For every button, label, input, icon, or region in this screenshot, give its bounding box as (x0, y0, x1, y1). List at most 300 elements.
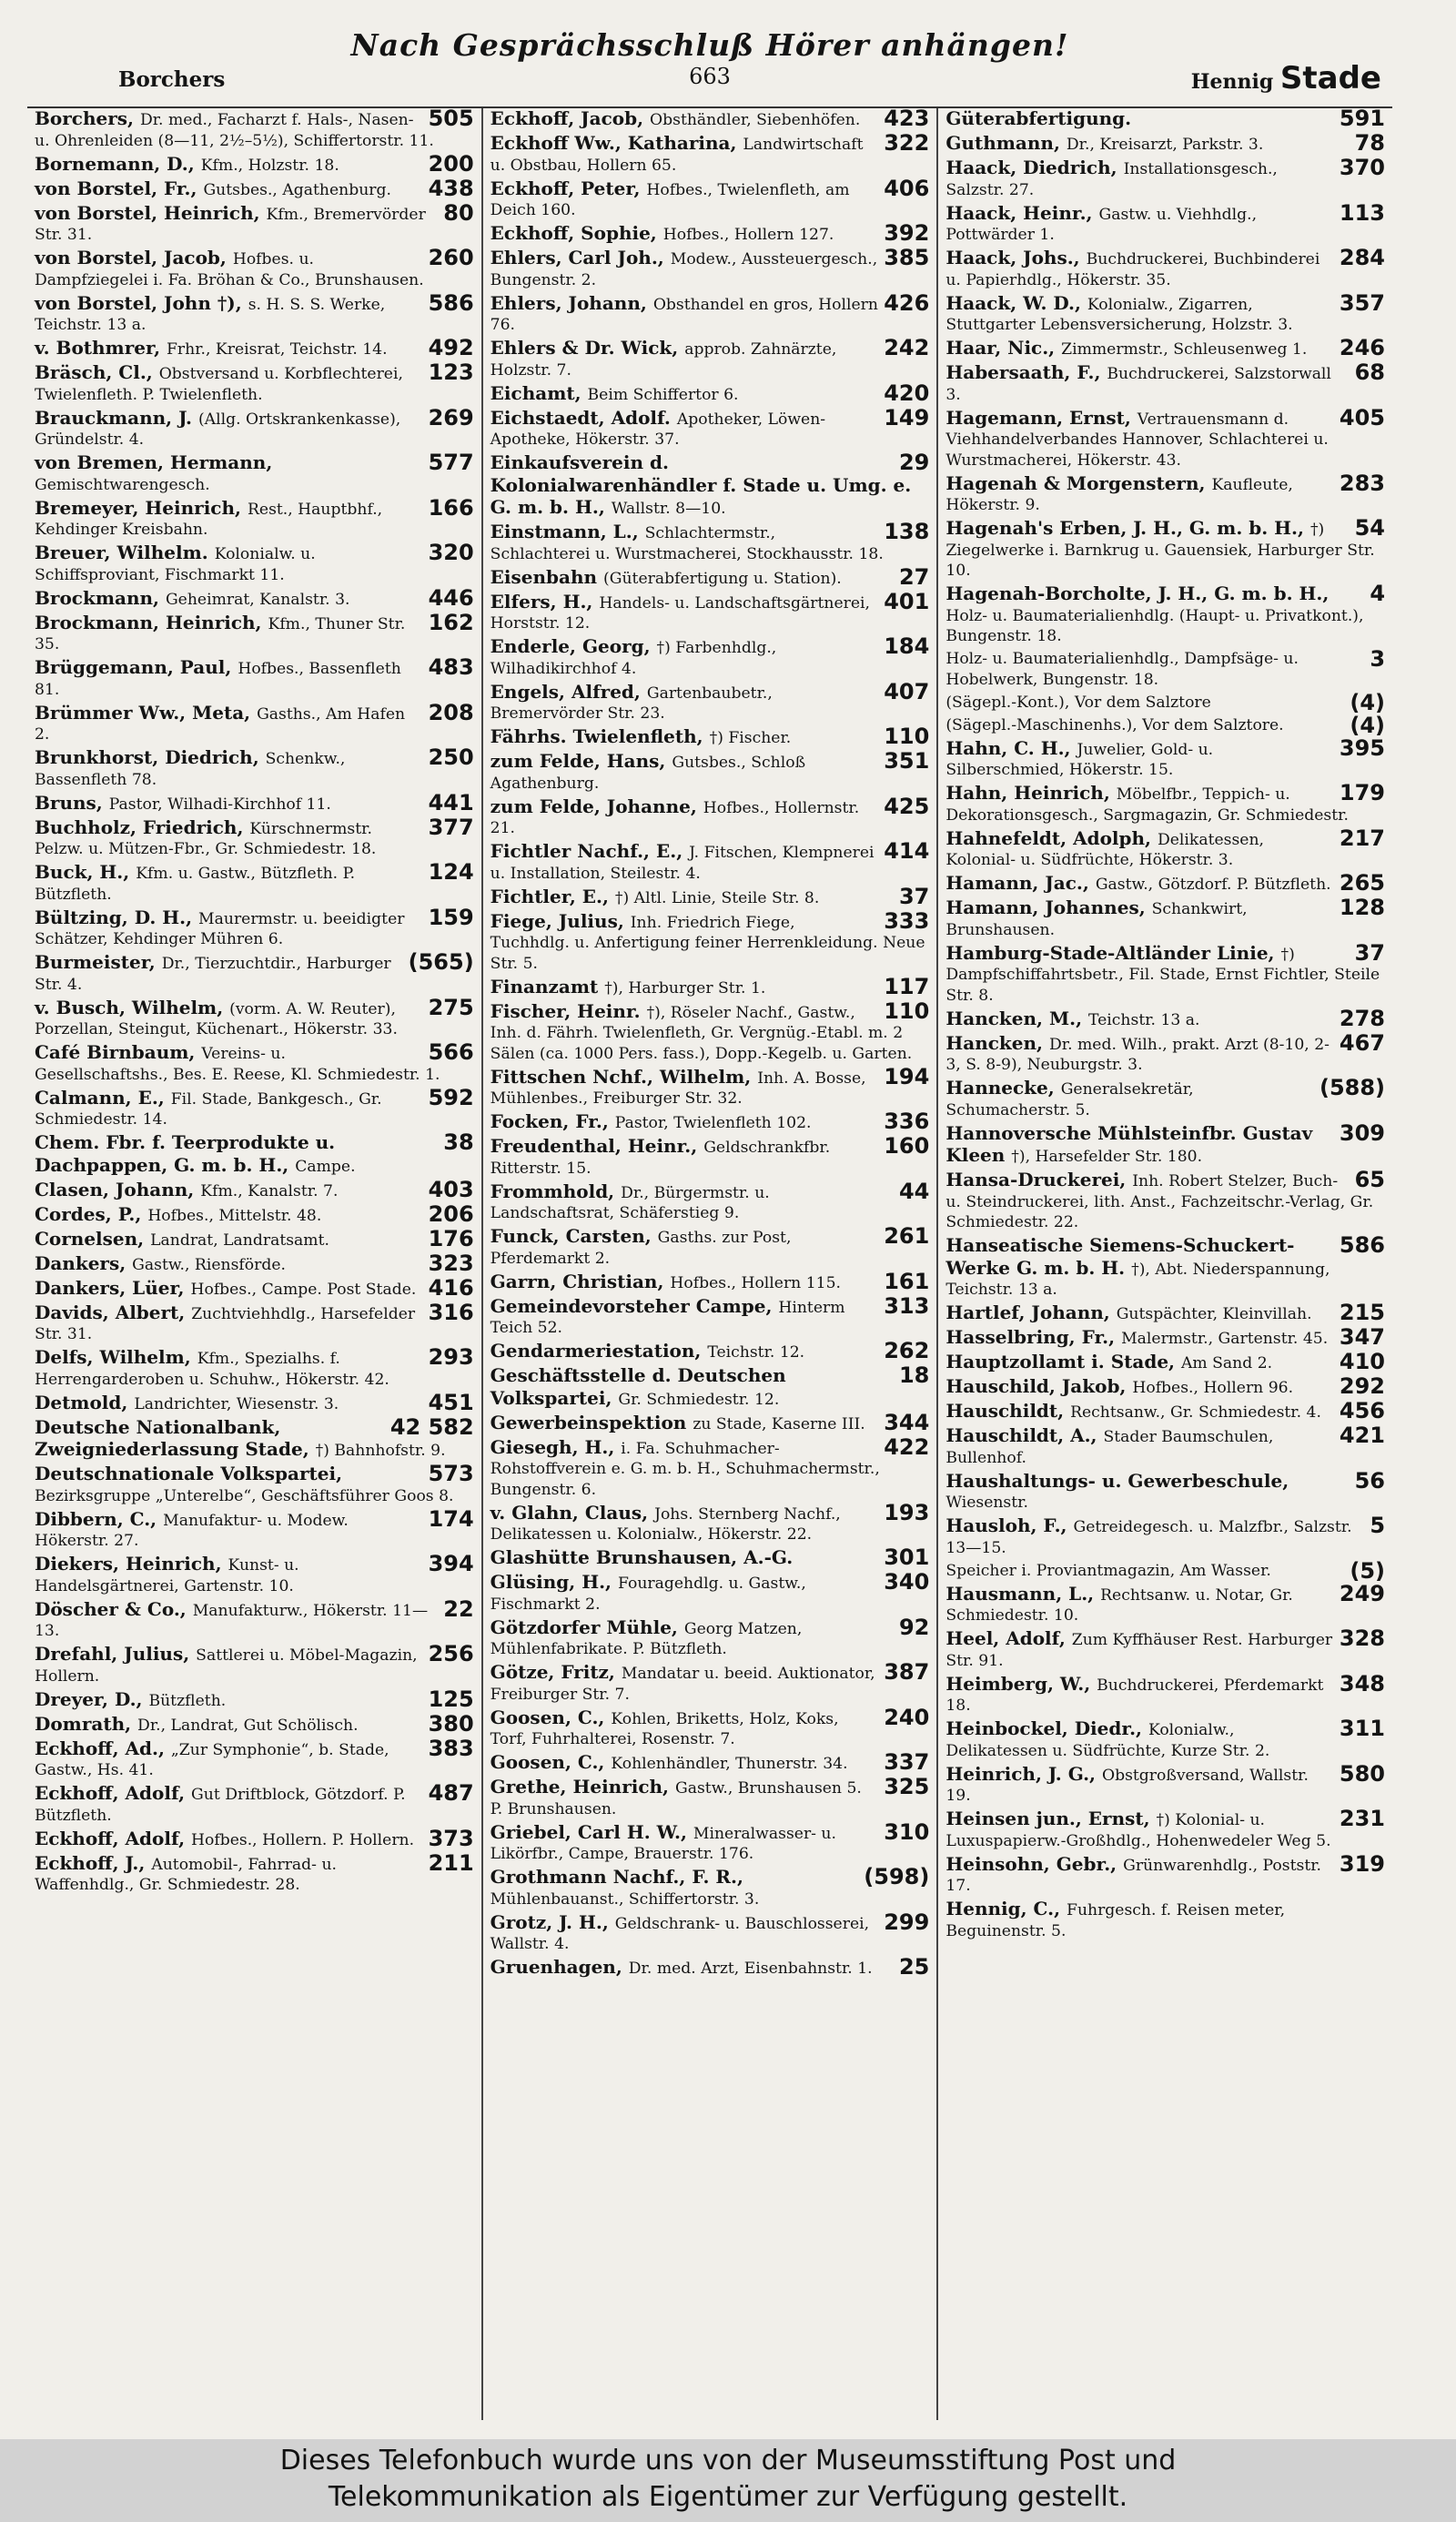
directory-entry (490, 563, 930, 590)
phone-number: 256 (428, 1641, 474, 1666)
entry-name: Brockmann, Heinrich, (35, 611, 268, 633)
directory-entry (35, 1413, 474, 1462)
directory-entry (490, 1818, 930, 1865)
phone-number: 320 (428, 540, 474, 565)
directory-entry (945, 780, 1386, 825)
directory-entry (490, 1749, 930, 1775)
entry-details: Frhr., Kreisrat, Teichstr. 14. (167, 340, 388, 359)
entry-details: Zum Kyffhäuser Rest. Harburger Str. 91. (945, 1631, 1333, 1670)
directory-entry (490, 1178, 930, 1224)
directory-entry (35, 584, 474, 611)
entry-details: Kunst- u. Handelsgärtnerei, Gartenstr. 10. (35, 1556, 299, 1595)
phone-number: 344 (884, 1409, 930, 1435)
directory-entry (945, 1232, 1386, 1301)
entry-name: Funck, Carsten, (490, 1225, 658, 1247)
entry-name: Davids, Albert, (35, 1301, 192, 1323)
phone-number: 262 (884, 1338, 930, 1363)
phone-number: 174 (428, 1505, 474, 1532)
directory-entry (35, 1780, 474, 1826)
directory-entry (945, 1515, 1385, 1558)
entry-name: Fittschen Nchf., Wilhelm, (490, 1065, 758, 1088)
entry-name: Freudenthal, Heinr., (490, 1135, 704, 1157)
entry-name: Hahn, C. H., (945, 736, 1077, 759)
directory-entry (35, 404, 474, 451)
entry-name: Grotz, J. H., (490, 1910, 615, 1933)
phone-number: 149 (884, 404, 930, 430)
phone-number: 333 (884, 907, 930, 934)
entry-details: Kfm., Bremervörder Str. 31. (35, 205, 426, 244)
entry-details: (Sägepl.-Maschinenhs.), Vor dem Salztore. (945, 715, 1284, 734)
phone-number: 403 (428, 1176, 474, 1202)
phone-number: 337 (884, 1749, 930, 1775)
directory-entry (945, 1467, 1386, 1514)
phone-number: 467 (1339, 1029, 1386, 1056)
phone-number: 231 (1339, 1806, 1386, 1831)
directory-entry (945, 1425, 1385, 1468)
directory-entry (945, 1349, 1386, 1374)
entry-name: Eckhoff, Peter, (490, 177, 647, 199)
entry-name: Glashütte Brunshausen, A.-G. (490, 1546, 794, 1568)
directory-entry (945, 199, 1386, 246)
entry-details: Schankwirt, Brunshausen. (945, 900, 1248, 939)
entry-name: Götze, Fritz, (490, 1661, 622, 1683)
entry-name: Eckhoff, J., (35, 1851, 152, 1874)
entry-details: Wiesenstr. (945, 1494, 1028, 1512)
entry-details: Malermstr., Gartenstr. 45. (1121, 1330, 1329, 1348)
entry-name: Haack, Johs., (945, 247, 1087, 268)
entry-details: Generalsekretär, Schumacherstr. 5. (945, 1080, 1194, 1119)
entry-details: Obsthandel en gros, Hollern 76. (490, 295, 878, 334)
entry-name: Grothmann Nachf., F. R., (490, 1866, 743, 1888)
directory-entry (490, 907, 930, 975)
entry-details: Holz- u. Baumaterialienhdlg. (Haupt- u. Privatkont.), Bungenstr. 18. (945, 606, 1364, 645)
entry-name: Goosen, C., (490, 1751, 612, 1773)
phone-number: 110 (884, 724, 930, 749)
entry-details: Mandatar u. beeid. Auktionator, Freiburger Str. 7. (490, 1665, 875, 1704)
entry-name: Haack, Heinr., (945, 201, 1099, 224)
entry-details: Gasths., Am Hafen 2. (35, 704, 406, 744)
entry-details: †) Kolonial- u. Luxuspapierw.-Großhdlg., Hohenwedeler Weg 5. (945, 1811, 1331, 1850)
directory-entry (945, 1029, 1386, 1076)
phone-number: 166 (428, 494, 474, 521)
phone-number: 591 (1339, 108, 1386, 131)
entry-name: Eckhoff, Adolf, (35, 1782, 192, 1804)
directory-entry (945, 470, 1386, 516)
directory-entry (35, 1710, 474, 1737)
phone-number: 586 (428, 289, 474, 316)
entry-name: Einkaufsverein d. Kolonialwarenhändler f. Stade u. Umg. e. G. m. b. H., (490, 451, 912, 518)
entry-name: v. Glahn, Claus, (490, 1501, 655, 1524)
phone-number: 328 (1339, 1626, 1386, 1651)
directory-entry (490, 1864, 930, 1909)
directory-entry (35, 1505, 474, 1552)
directory-entry (490, 1362, 930, 1410)
phone-number: 37 (898, 883, 930, 909)
phone-number: 483 (428, 654, 474, 680)
entry-details: Dr., Kreisarzt, Parkstr. 3. (1066, 136, 1264, 154)
phone-number: 283 (1339, 470, 1386, 496)
phone-number: 4 (1370, 581, 1386, 606)
phone-number: 44 (898, 1178, 930, 1204)
entry-name: zum Felde, Hans, (490, 750, 672, 772)
phone-number: 313 (884, 1292, 930, 1319)
directory-entry (35, 1250, 474, 1276)
phone-number: 260 (428, 245, 474, 270)
entry-name: Hahnefeldt, Adolph, (945, 826, 1158, 849)
directory-columns (27, 106, 1392, 2420)
first-entry-word: Borchers (118, 67, 226, 92)
phone-number: 580 (1339, 1760, 1386, 1787)
phone-number: 125 (428, 1686, 474, 1712)
entry-name: Einstmann, L., (490, 521, 645, 542)
entry-name: Bornemann, D., (35, 152, 201, 175)
directory-entry (945, 362, 1385, 405)
directory-entry (490, 1569, 930, 1615)
city-name: Stade (1279, 60, 1381, 96)
directory-entry (35, 609, 474, 655)
phone-number: 159 (428, 904, 474, 930)
phone-number: 311 (1339, 1716, 1386, 1741)
entry-details: Fil. Stade, Bankgesch., Gr. Schmiedestr. 14. (35, 1089, 382, 1129)
footer-banner (0, 2439, 1456, 2522)
phone-number: 385 (884, 245, 930, 270)
phone-number: 592 (428, 1084, 474, 1110)
directory-entry (35, 744, 474, 790)
entry-name: Eckhoff Ww., Katharina, (490, 132, 743, 154)
directory-entry (490, 1338, 930, 1363)
directory-entry (35, 542, 474, 585)
entry-name: Fährhs. Twielenfleth, (490, 725, 710, 747)
phone-number: 492 (428, 335, 474, 360)
entry-name: Hamann, Johannes, (945, 896, 1152, 918)
phone-number: 377 (428, 814, 474, 840)
directory-entry (35, 199, 474, 246)
entry-details: Maurermstr. u. beeidigter Schätzer, Kehdinger Mühren 6. (35, 909, 405, 948)
phone-number: 65 (1354, 1167, 1386, 1192)
directory-entry (945, 1718, 1385, 1761)
entry-name: Gruenhagen, (490, 1956, 629, 1978)
directory-entry (945, 1302, 1385, 1325)
entry-details: Hofbes., Hollern 115. (670, 1273, 841, 1292)
directory-entry (945, 108, 1385, 131)
entry-details: Geldschrankfbr. Ritterstr. 15. (490, 1139, 831, 1178)
entry-name: Buchholz, Friedrich, (35, 815, 250, 838)
directory-entry (490, 883, 930, 909)
entry-details: Handels- u. Landschaftsgärtnerei, Horststr. 12. (490, 593, 870, 633)
phone-number: 240 (884, 1704, 930, 1730)
phone-number: 420 (884, 380, 930, 406)
entry-details: Campe. (295, 1157, 356, 1176)
directory-entry (490, 1954, 930, 1980)
entry-details: Dr., Tierzuchtdir., Harburger Str. 4. (35, 955, 391, 994)
directory-entry (490, 998, 930, 1065)
entry-details: Bützfleth. (148, 1691, 227, 1710)
directory-entry (490, 1133, 930, 1179)
phone-number: 194 (884, 1063, 930, 1089)
entry-name: Calmann, E., (35, 1086, 171, 1109)
entry-name: Burmeister, (35, 951, 162, 973)
phone-number: 336 (884, 1109, 930, 1134)
directory-entry (35, 1176, 474, 1202)
entry-name: Domrath, (35, 1712, 138, 1735)
entry-details: Dr. med. Arzt, Eisenbahnstr. 1. (628, 1960, 873, 1978)
directory-entry (35, 994, 474, 1040)
entry-details: Gut Driftblock, Götzdorf. P. Bützfleth. (35, 1786, 406, 1825)
entry-name: Hausloh, F., (945, 1514, 1074, 1536)
phone-number: 37 (1354, 939, 1386, 966)
entry-name: Brunkhorst, Diedrich, (35, 746, 266, 768)
directory-entry (945, 1760, 1386, 1807)
entry-name: Café Birnbaum, (35, 1041, 202, 1063)
entry-name: Chem. Fbr. f. Teerprodukte u. Dachpappen, G. m. b. H., (35, 1131, 336, 1176)
entry-name: Hagenah's Erben, J. H., G. m. b. H., (945, 517, 1310, 539)
entry-details: Kürschnermstr. Pelzw. u. Mützen-Fbr., Gr. Schmiedestr. 18. (35, 819, 377, 858)
directory-entry (945, 1850, 1386, 1897)
entry-details: Kfm., Thuner Str. 35. (35, 614, 406, 653)
column-1 (27, 108, 483, 2420)
entry-name: Gewerbeinspektion (490, 1411, 693, 1433)
phone-number: 269 (428, 404, 474, 430)
directory-entry (35, 362, 474, 405)
entry-details: Obsthändler, Siebenhöfen. (650, 111, 861, 129)
entry-details: Gutsbes., Agathenburg. (203, 180, 391, 199)
phone-number: 416 (428, 1274, 474, 1301)
phone-number: 340 (884, 1569, 930, 1595)
directory-entry (35, 1039, 474, 1085)
directory-entry (35, 1825, 474, 1851)
entry-details: Hofbes. u. Dampfziegelei i. Fa. Bröhan & Co., Brunshausen. (35, 250, 424, 289)
entry-name: Cordes, P., (35, 1202, 148, 1225)
entry-name: Heimberg, W., (945, 1672, 1097, 1695)
entry-details: Pastor, Wilhadi-Kirchhof 11. (108, 795, 331, 814)
entry-details: Hofbes., Bassenfleth 81. (35, 660, 401, 699)
entry-details: Juwelier, Gold- u. Silberschmied, Hökerstr. 15. (945, 740, 1214, 779)
entry-name: Ehlers, Carl Joh., (490, 247, 671, 268)
entry-details: Geldschrank- u. Bauschlosserei, Wallstr. 4. (490, 1914, 870, 1953)
phone-number: 265 (1339, 870, 1386, 896)
call-notice: Nach Gesprächsschluß Hörer anhängen! (350, 27, 1069, 63)
directory-entry (490, 793, 930, 839)
entry-details: Vertrauensmann d. Viehhandelverbandes Hannover, Schlachterei u. Wurstmacherei, Hökerstr. 43. (945, 410, 1329, 470)
phone-number: 78 (1354, 130, 1386, 156)
directory-entry (945, 404, 1386, 471)
directory-entry (490, 130, 930, 176)
entry-details: Am Sand 2. (1180, 1354, 1273, 1372)
entry-details: Hofbes., Hollern 96. (1132, 1379, 1294, 1397)
entry-name: Hennig, C., (945, 1898, 1067, 1919)
entry-details: Grünwarenhdlg., Poststr. 17. (945, 1856, 1322, 1895)
phone-number: 395 (1339, 734, 1386, 761)
phone-number: 249 (1339, 1580, 1386, 1606)
phone-number: 401 (884, 588, 930, 614)
entry-name: Ehlers, Johann, (490, 291, 653, 314)
directory-entry (35, 245, 474, 290)
entry-name: Hansa-Druckerei, (945, 1169, 1133, 1190)
directory-entry (945, 1119, 1386, 1168)
directory-entry (490, 1111, 930, 1134)
column-2 (483, 108, 939, 2420)
phone-number: 215 (1339, 1300, 1386, 1325)
phone-number: 123 (428, 360, 474, 385)
entry-name: Focken, Fr., (490, 1110, 615, 1132)
entry-details: Gartenbaubetr., Bremervörder Str. 23. (490, 684, 773, 723)
directory-entry (35, 1735, 474, 1781)
directory-entry (945, 1557, 1386, 1584)
phone-number: 351 (884, 748, 930, 774)
directory-entry (35, 859, 474, 905)
entry-details: Inh. Friedrich Fiege, Tuchhdlg. u. Anfertigung feiner Herrenkleidung. Neue Str. 5. (490, 913, 925, 973)
entry-name: Hancken, M., (945, 1007, 1088, 1029)
phone-number: 299 (884, 1909, 930, 1935)
directory-entry (35, 1200, 474, 1227)
entry-details: Dr., Bürgermstr. u. Landschaftsrat, Schäferstieg 9. (490, 1183, 770, 1222)
entry-details: Dr. med., Facharzt f. Hals-, Nasen- u. Ohrenleiden (8—11, 2½–5½), Schiffertorstr. 11. (35, 111, 434, 150)
entry-name: Eichstaedt, Adolf. (490, 406, 677, 429)
phone-number: 278 (1339, 1005, 1386, 1031)
directory-entry (490, 380, 930, 406)
phone-number: 348 (1339, 1670, 1386, 1697)
directory-entry (490, 1409, 930, 1435)
entry-details: †) Farbenhdlg., Wilhadikirchhof 4. (490, 639, 777, 678)
directory-entry (35, 1641, 474, 1686)
entry-details: Sattlerei u. Möbel-Magazin, Hollern. (35, 1646, 418, 1686)
entry-name: Guthmann, (945, 132, 1067, 154)
entry-details: Gastw., Riensförde. (132, 1255, 286, 1274)
phone-number: 56 (1354, 1467, 1386, 1494)
entry-details: †), Abt. Niederspannung, Teichstr. 13 a. (945, 1260, 1330, 1299)
last-entry-name: Hennig (1190, 70, 1274, 94)
entry-details: Kolonialw., Delikatessen u. Südfrüchte, Kurze Str. 2. (945, 1721, 1270, 1760)
column-3 (938, 108, 1392, 2420)
directory-entry (945, 1580, 1386, 1626)
entry-name: Haushaltungs- u. Gewerbeschule, (945, 1469, 1289, 1492)
directory-entry (35, 452, 474, 495)
directory-entry (35, 175, 474, 201)
directory-entry (945, 583, 1385, 647)
directory-entry (490, 175, 930, 221)
page-number: 663 (689, 64, 731, 89)
entry-name: von Borstel, Heinrich, (35, 201, 267, 224)
entry-name: Engels, Alfred, (490, 680, 647, 703)
directory-entry (490, 1614, 930, 1660)
entry-details: Obstversand u. Korbflechterei, Twielenfleth. P. Twielenfleth. (35, 365, 403, 404)
directory-entry (490, 838, 930, 884)
phone-number: 25 (898, 1954, 930, 1980)
entry-details: †) Ziegelwerke i. Barnkrug u. Gauensiek, Harburger Str. 10. (945, 521, 1375, 580)
entry-details: Schenkw., Bassenfleth 78. (35, 750, 346, 789)
entry-details: Buchdruckerei, Pferdemarkt 18. (945, 1676, 1324, 1715)
entry-details: Hofbes., Hollern. P. Hollern. (191, 1830, 415, 1849)
entry-name: v. Bothmrer, (35, 337, 167, 359)
entry-details: s. H. S. S. Werke, Teichstr. 13 a. (35, 295, 386, 334)
entry-details: Modew., Aussteuergesch., Bungenstr. 2. (490, 250, 878, 289)
entry-name: Hamann, Jac., (945, 872, 1096, 894)
entry-details: Rest., Hauptbhf., Kehdinger Kreisbahn. (35, 500, 383, 539)
entry-details: Gastw., Götzdorf. P. Bützfleth. (1095, 876, 1331, 894)
phone-number: 387 (884, 1659, 930, 1685)
phone-number: 347 (1339, 1324, 1386, 1350)
entry-details: Landrat, Landratsamt. (150, 1231, 329, 1250)
entry-details: Rechtsanw. u. Notar, Gr. Schmiedestr. 10. (945, 1585, 1293, 1625)
phone-number: 38 (443, 1129, 474, 1155)
entry-details: Hofbes., Hollernstr. 21. (490, 798, 860, 837)
phone-number: 325 (884, 1774, 930, 1799)
phone-number: 370 (1339, 155, 1386, 180)
entry-details: Obstgroßversand, Wallstr. 19. (945, 1766, 1309, 1805)
entry-details: Landwirtschaft u. Obstbau, Hollern 65. (490, 136, 864, 175)
entry-details: Hofbes., Campe. Post Stade. (190, 1280, 417, 1299)
directory-entry (35, 1225, 474, 1251)
phone-number: 405 (1339, 404, 1386, 430)
directory-entry (35, 814, 474, 860)
entry-details: Teichstr. 12. (707, 1343, 805, 1362)
directory-entry (945, 335, 1386, 360)
directory-entry (490, 588, 930, 634)
entry-details: i. Fa. Schuhmacher-Rohstoffverein e. G. m. b. H., Schuhmachermstr., Bungenstr. 6. (490, 1439, 880, 1499)
directory-entry (490, 1292, 930, 1339)
directory-entry (945, 1167, 1386, 1233)
entry-details: zu Stade, Kaserne III. (693, 1414, 865, 1433)
phone-number: 373 (428, 1825, 474, 1851)
phone-number: 124 (428, 859, 474, 885)
phone-number: 176 (428, 1225, 474, 1251)
phone-number: 423 (884, 108, 930, 131)
phone-number: 293 (428, 1344, 474, 1370)
entry-name: Dankers, (35, 1251, 133, 1274)
entry-details: (vorm. A. W. Reuter), Porzellan, Steingut, Küchenart., Hökerstr. 33. (35, 999, 398, 1038)
directory-entry (945, 1670, 1386, 1717)
entry-name: Borchers, (35, 108, 140, 129)
entry-details: Gemischtwarengesch. (35, 475, 210, 494)
entry-details: Dr., Landrat, Gut Schölisch. (137, 1716, 359, 1735)
phone-number: 383 (428, 1735, 474, 1761)
entry-name: Hagenah-Borcholte, J. H., G. m. b. H., (945, 582, 1330, 604)
entry-name: Haack, Diedrich, (945, 157, 1124, 178)
entry-name: Döscher & Co., (35, 1597, 193, 1620)
entry-details: Mühlenbauanst., Schiffertorstr. 3. (490, 1889, 760, 1909)
phone-number: 184 (884, 633, 930, 659)
entry-details: Hofbes., Twielenfleth, am Deich 160. (490, 180, 850, 219)
entry-name: Fiege, Julius, (490, 909, 631, 932)
directory-entry (35, 108, 474, 151)
entry-name: Hausmann, L., (945, 1582, 1101, 1605)
directory-entry (490, 245, 930, 290)
entry-name: Fichtler Nachf., E., (490, 840, 690, 862)
entry-details: Getreidegesch. u. Malzfbr., Salzstr. 13—15. (945, 1518, 1352, 1557)
directory-entry (490, 678, 930, 724)
entry-details: (Allg. Ortskrankenkasse), Gründelstr. 4. (35, 410, 401, 449)
entry-details: Beim Schiffertor 6. (587, 385, 739, 404)
entry-name: Eisenbahn (490, 565, 604, 588)
entry-name: Gemeindevorsteher Campe, (490, 1294, 779, 1317)
phone-number: 586 (1339, 1232, 1386, 1258)
entry-details: Hofbes., Hollern 127. (662, 226, 834, 244)
phone-number: 394 (428, 1551, 474, 1576)
entry-name: Heinsohn, Gebr., (945, 1852, 1124, 1875)
phone-number: 68 (1354, 360, 1386, 385)
entry-name: Heinrich, J. G., (945, 1762, 1102, 1785)
phone-number: 92 (898, 1614, 930, 1640)
entry-details: Manufaktur- u. Modew. Hökerstr. 27. (35, 1511, 349, 1550)
page-header (27, 20, 1392, 102)
phone-number: (598) (864, 1864, 930, 1889)
directory-entry (945, 157, 1385, 200)
entry-details: Gr. Schmiedestr. 12. (618, 1390, 780, 1409)
directory-entry (490, 335, 930, 380)
phone-number: 113 (1339, 199, 1386, 226)
entry-name: Bräsch, Cl., (35, 361, 159, 383)
entry-details: Holz- u. Baumaterialienhdlg., Dampfsäge- u. Hobelwerk, Bungenstr. 18. (945, 650, 1299, 689)
